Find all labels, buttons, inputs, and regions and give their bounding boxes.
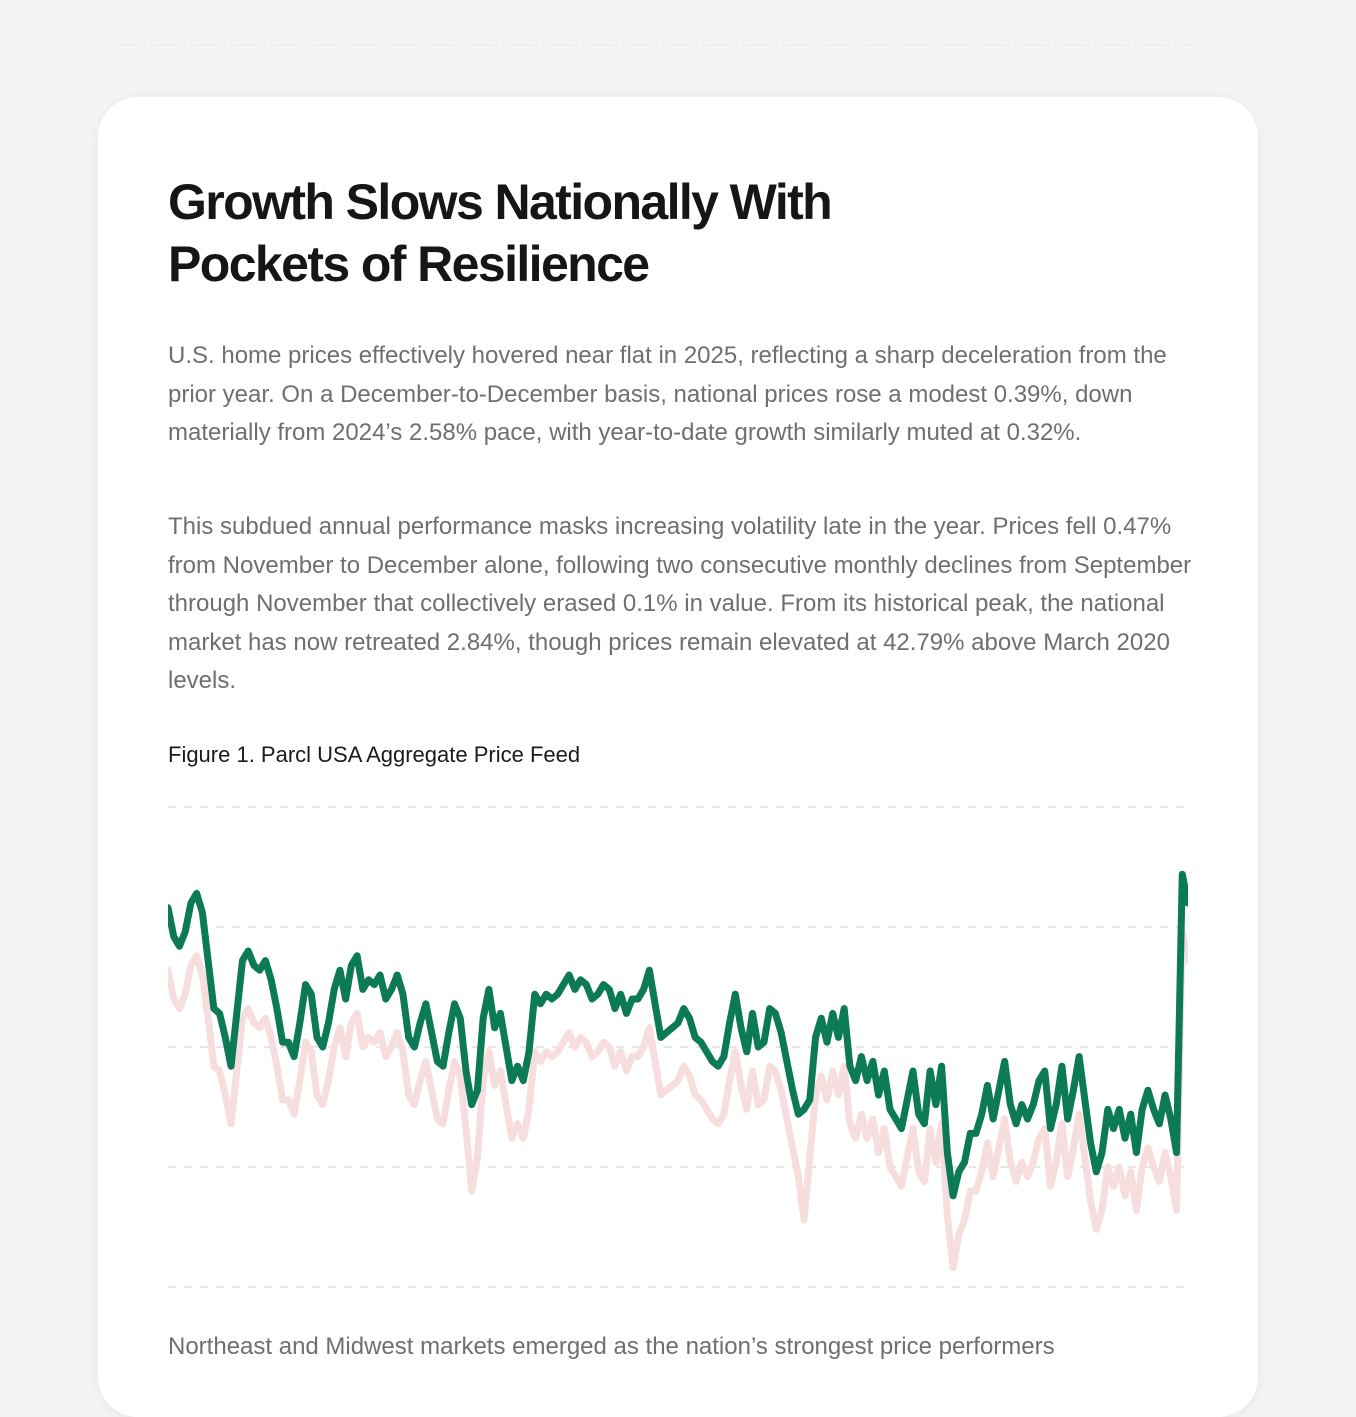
top-divider xyxy=(110,44,1190,46)
article-card xyxy=(98,97,1258,1417)
article-title: Growth Slows Nationally With Pockets of Resilience xyxy=(168,174,832,292)
figure-caption: Figure 1. Parcl USA Aggregate Price Feed xyxy=(168,742,581,767)
paragraph-intro: U.S. home prices effectively hovered near flat in 2025, reflecting a sharp deceleration from the prior year. On a December-to-December basis, national prices rose a modest 0.39%, down materially from 2024’s 2.58% pace, with year-to-date growth similarly muted at 0.32%. xyxy=(168,342,1167,446)
paragraph-regional: Northeast and Midwest markets emerged as the nation’s strongest price performers xyxy=(168,1333,1055,1360)
paragraph-volatility: This subdued annual performance masks increasing volatility late in the year. Prices fell 0.47% from November to December alone, following two consecutive monthly declines from September through November that collectively erased 0.1% in value. From its historical peak, the national market has now retreated 2.84%, though prices remain elevated at 42.79% above March 2020 levels. xyxy=(168,513,1192,694)
chart-series xyxy=(168,874,1188,1268)
price-feed-chart xyxy=(168,797,1188,1297)
